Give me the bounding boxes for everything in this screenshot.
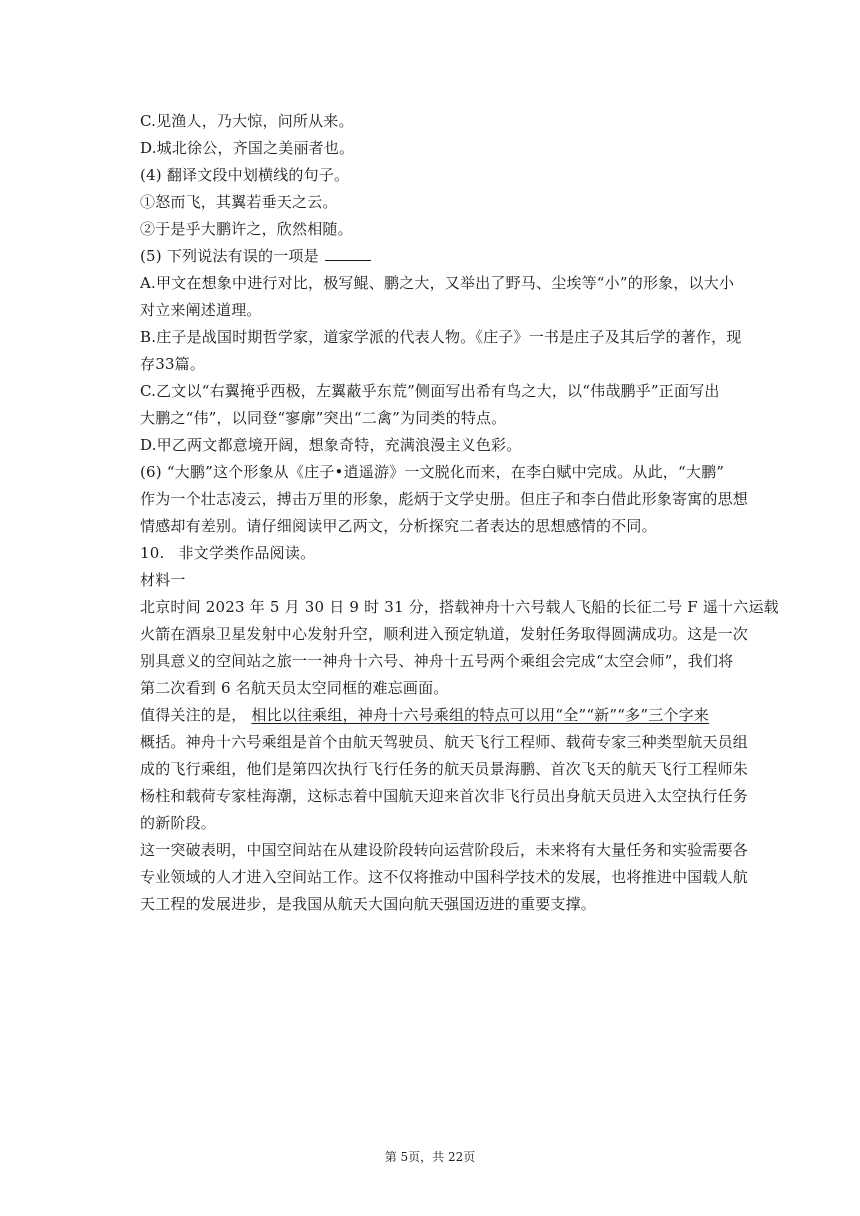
material-paragraph-2-line4: 杨柱和载荷专家桂海潮，这标志着中国航天迎来首次非飞行员出身航天员进入太空执行任务 (140, 787, 749, 805)
underlined-sentence: 相比以往乘组，神舟十六号乘组的特点可以用“全”“新”“多”三个字来 (251, 706, 709, 724)
option-a-q5-line2: 对立来阐述道理。 (140, 301, 262, 319)
question-6-line3: 情感却有差别。请仔细阅读甲乙两文，分析探究二者表达的思想感情的不同。 (140, 517, 657, 535)
question-10-title: 非文学类作品阅读。 (178, 544, 316, 562)
question-5 (140, 243, 750, 270)
question-6-line2: 作为一个壮志凌云，搏击万里的形象，彪炳于文学史册。但庄子和李白借此形象寄寓的思想 (140, 490, 749, 508)
option-d-q3: D.城北徐公，齐国之美丽者也。 (140, 139, 355, 157)
material-one-label: 材料一 (140, 571, 186, 589)
material-paragraph-3-line1: 这一突破表明，中国空间站在从建设阶段转向运营阶段后，未来将有大量任务和实验需要各 (140, 841, 749, 859)
material-paragraph-1-line1: 北京时间 2023 年 5 月 30 日 9 时 31 分，搭载神舟十六号载人飞船的长征二号 F 遥十六运载 (140, 598, 779, 616)
material-paragraph-3-line2: 专业领域的人才进入空间站工作。这不仅将推动中国科学技术的发展，也将推进中国载人航 (140, 868, 749, 886)
question-5-text: (5) 下列说法有误的一项是 (140, 247, 319, 265)
material-paragraph-1-line3: 别具意义的空间站之旅一一神舟十六号、神舟十五号两个乘组会完成“太空会师”，我们将 (140, 652, 734, 670)
question-4-item-1: ①怒而飞，其翼若垂天之云。 (140, 193, 338, 211)
material-paragraph-1-line4: 第二次看到 6 名航天员太空同框的难忘画面。 (140, 679, 449, 697)
material-paragraph-1-line2: 火箭在酒泉卫星发射中心发射升空，顺利进入预定轨道，发射任务取得圆满成功。这是一次 (140, 625, 749, 643)
option-b-q5-line2: 存33篇。 (140, 355, 206, 373)
material-paragraph-3-line3: 天工程的发展进步，是我国从航天大国向航天强国迈进的重要支撑。 (140, 895, 597, 913)
option-c-q5-line1: C.乙文以“右翼掩乎西极，左翼蔽乎东荒”侧面写出希有鸟之大，以“伟哉鹏乎”正面写出 (140, 382, 720, 400)
option-a-q5-line1: A.甲文在想象中进行对比，极写鲲、鹏之大，又举出了野马、尘埃等“小”的形象，以大小 (140, 274, 735, 292)
option-b-q5-line1: B.庄子是战国时期哲学家，道家学派的代表人物。《庄子》一书是庄子及其后学的著作，现 (140, 328, 742, 346)
question-4: (4) 翻译文段中划横线的句子。 (140, 166, 350, 184)
question-4-item-2: ②于是乎大鹏许之，欣然相随。 (140, 220, 353, 238)
option-c-q5-line2: 大鹏之“伟”，以同登“寥廓”突出“二禽”为同类的特点。 (140, 409, 507, 427)
question-number: 10. (140, 544, 165, 562)
document-page (140, 108, 779, 918)
answer-blank (325, 245, 371, 261)
question-10-heading (140, 540, 750, 567)
material-paragraph-2-line1 (140, 702, 750, 729)
option-c-q3: C.见渔人，乃大惊，问所从来。 (140, 112, 354, 130)
material-paragraph-2-line5: 的新阶段。 (140, 814, 217, 832)
option-d-q5: D.甲乙两文都意境开阔，想象奇特，充满浪漫主义色彩。 (140, 436, 522, 454)
paragraph-2-lead: 值得关注的是， (140, 706, 247, 724)
material-paragraph-2-line2: 概括。神舟十六号乘组是首个由航天驾驶员、航天飞行工程师、载荷专家三种类型航天员组 (140, 733, 749, 751)
material-paragraph-2-line3: 成的飞行乘组，他们是第四次执行飞行任务的航天员景海鹏、首次飞天的航天飞行工程师朱 (140, 760, 749, 778)
question-6-line1: (6) “大鹏”这个形象从《庄子•逍遥游》一文脱化而来，在李白赋中完成。从此，“大鹏” (140, 463, 725, 481)
page-footer: 第 5页，共 22页 (384, 1150, 476, 1164)
